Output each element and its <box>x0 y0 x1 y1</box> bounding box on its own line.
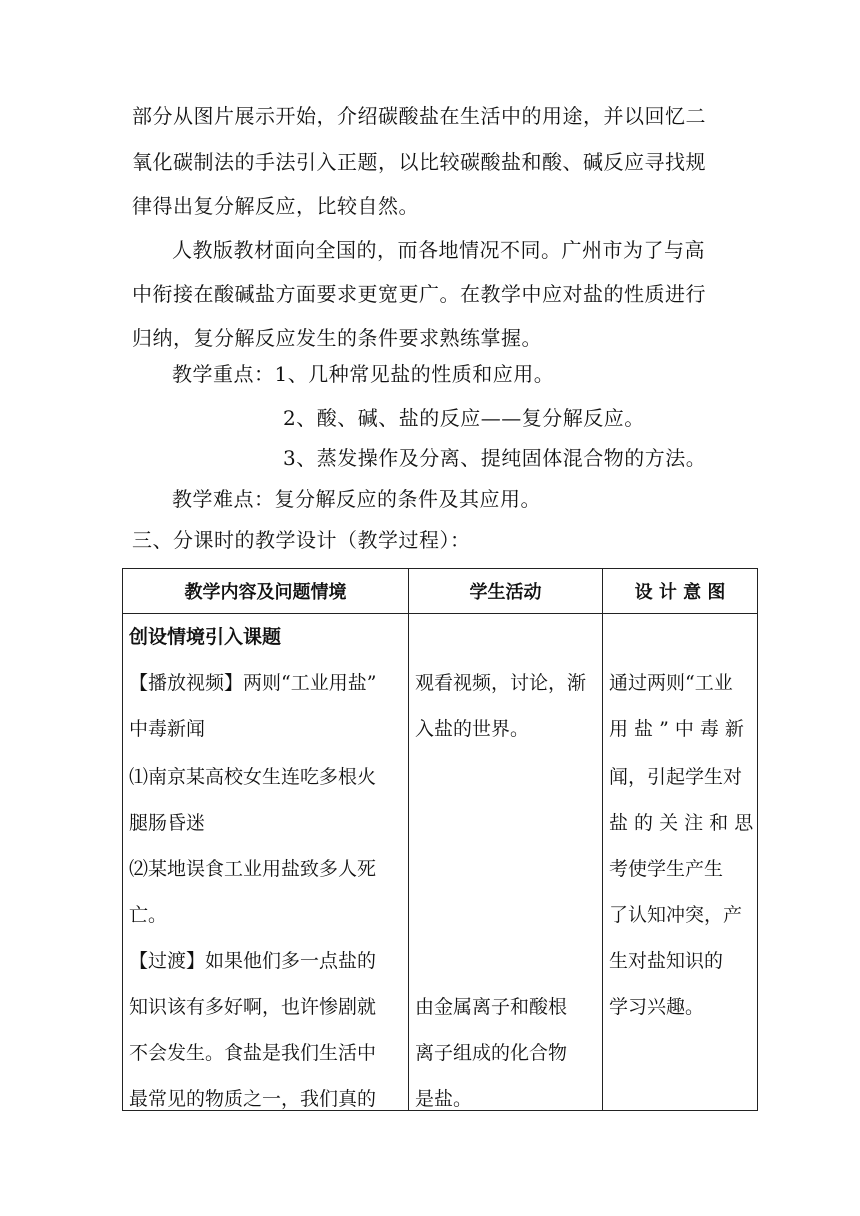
lesson-table <box>122 568 758 1111</box>
paragraph-line: 归纳，复分解反应发生的条件要求熟练掌握。 <box>132 326 542 350</box>
teaching-focus-3: 3、蒸发操作及分离、提纯固体混合物的方法。 <box>283 446 707 470</box>
content-line: 【过渡】如果他们多一点盐的 <box>129 950 377 972</box>
header-intent: 设 计 意 图 <box>603 569 758 614</box>
header-activity: 学生活动 <box>409 569 603 614</box>
paragraph-line: 律得出复分解反应，比较自然。 <box>132 194 419 218</box>
content-line: 最常见的物质之一，我们真的 <box>129 1088 377 1110</box>
activity-line: 是盐。 <box>415 1088 473 1110</box>
content-line: 腿肠昏迷 <box>129 812 206 834</box>
content-line: 知识该有多好啊，也许惨剧就 <box>129 996 377 1018</box>
activity-line: 离子组成的化合物 <box>415 1042 568 1064</box>
paragraph-line: 人教版教材面向全国的，而各地情况不同。广州市为了与高 <box>172 238 705 262</box>
intent-line: 用 盐 ” 中 毒 新 <box>609 718 744 740</box>
intent-line: 考使学生产生 <box>609 858 724 880</box>
intent-line: 盐 的 关 注 和 思 <box>609 812 754 834</box>
activity-cell <box>409 614 603 1111</box>
teaching-focus-2: 2、酸、碱、盐的反应——复分解反应。 <box>283 406 645 430</box>
intent-line: 学习兴趣。 <box>609 996 705 1018</box>
intent-line: 闻，引起学生对 <box>609 766 743 788</box>
content-line: ⑵某地误食工业用盐致多人死 <box>129 858 377 880</box>
content-line: 中毒新闻 <box>129 718 206 740</box>
teaching-difficulty: 教学难点：复分解反应的条件及其应用。 <box>172 487 541 511</box>
content-line: 不会发生。食盐是我们生活中 <box>129 1042 377 1064</box>
content-cell <box>123 614 409 1111</box>
teaching-focus-1: 教学重点：1、几种常见盐的性质和应用。 <box>172 362 555 386</box>
paragraph-line: 氧化碳制法的手法引入正题，以比较碳酸盐和酸、碱反应寻找规 <box>132 150 706 174</box>
intent-cell <box>603 614 758 1111</box>
content-line: 创设情境引入课题 <box>129 626 282 648</box>
content-line: 【播放视频】两则“工业用盐” <box>129 672 377 694</box>
paragraph-line: 中衔接在酸碱盐方面要求更宽更广。在教学中应对盐的性质进行 <box>132 282 706 306</box>
table-header-row <box>123 569 758 614</box>
header-content: 教学内容及问题情境 <box>123 569 409 614</box>
intent-line: 通过两则“工业 <box>609 672 733 694</box>
paragraph-line: 部分从图片展示开始，介绍碳酸盐在生活中的用途，并以回忆二 <box>132 104 706 128</box>
table-row <box>123 614 758 1111</box>
content-line: ⑴南京某高校女生连吃多根火 <box>129 766 377 788</box>
intent-line: 了认知冲突，产 <box>609 904 743 926</box>
activity-line: 入盐的世界。 <box>415 718 530 740</box>
section-title: 三、分课时的教学设计（教学过程）： <box>132 528 471 552</box>
intent-line: 生对盐知识的 <box>609 950 724 972</box>
content-line: 亡。 <box>129 904 168 926</box>
activity-line: 观看视频，讨论，渐 <box>415 672 587 694</box>
activity-line: 由金属离子和酸根 <box>415 996 568 1018</box>
